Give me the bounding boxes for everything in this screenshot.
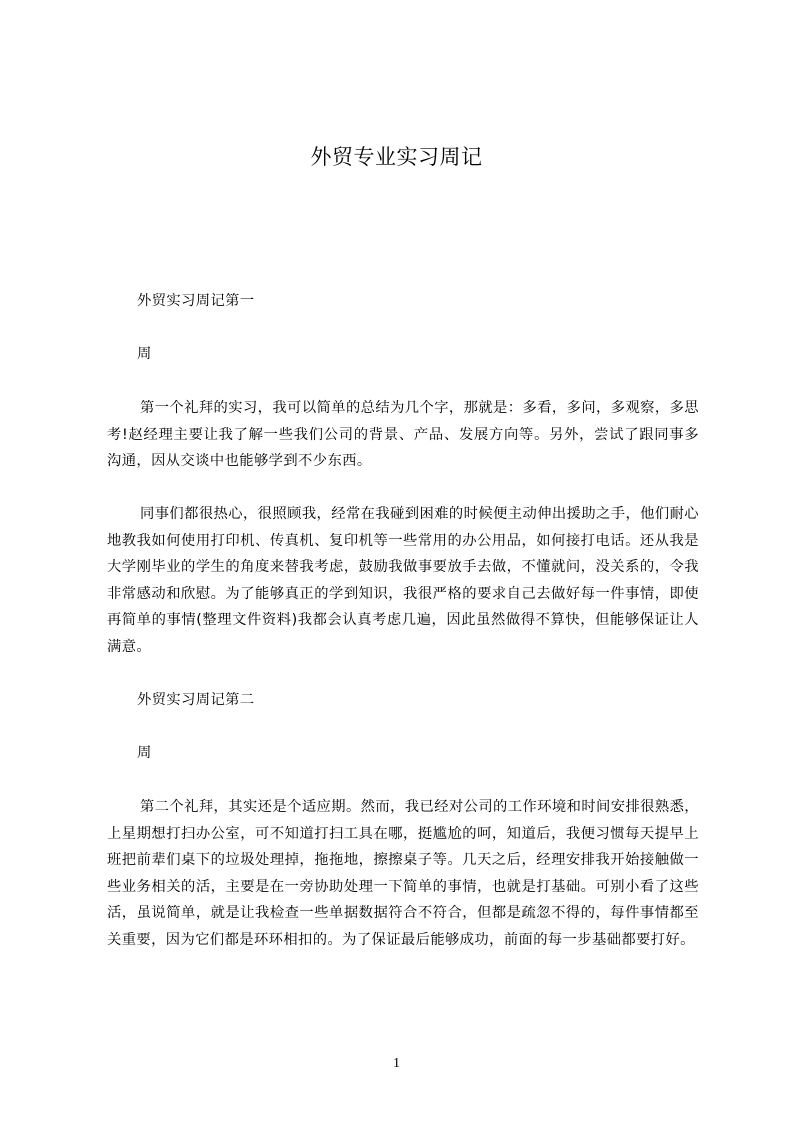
week1-paragraph-2: 同事们都很热心，很照顾我，经常在我碰到困难的时候便主动伸出援助之手，他们耐心地教我如何使用打印机、传真机、复印机等一些常用的办公用品，如何接打电话。还从我是大学刚毕业的学生的角度来替我考虑，鼓励我做事要放手去做，不懂就问，没关系的，令我非常感动和欣慰。为了能够真正的学到知识，我很严格的要求自己去做好每一件事情，即使再简单的事情(整理文件资料)我都会认真考虑几遍，因此虽然做得不算快，但能够保证让人满意。 (107, 506, 699, 655)
week1-paragraph-1: 第一个礼拜的实习，我可以简单的总结为几个字，那就是：多看，多问，多观察，多思考!赵经理主要让我了解一些我们公司的背景、产品、发展方向等。另外，尝试了跟同事多沟通，因从交谈中也能够学到不少东西。 (107, 400, 699, 469)
week1-heading-continuation: 周 (137, 346, 152, 362)
document-title: 外贸专业实习周记 (310, 145, 483, 169)
week2-heading: 外贸实习周记第二 (137, 692, 255, 708)
week1-heading: 外贸实习周记第一 (137, 293, 255, 309)
week1-paragraph-1-block (107, 395, 699, 475)
week2-paragraph-1: 第二个礼拜，其实还是个适应期。然而，我已经对公司的工作环境和时间安排很熟悉，上星期想打扫办公室，可不知道打扫工具在哪，挺尴尬的呵，知道后，我便习惯每天提早上班把前辈们桌下的垃圾处理掉，拖拖地，擦擦桌子等。几天之后，经理安排我开始接触做一些业务相关的活，主要是在一旁协助处理一下简单的事情，也就是打基础。可别小看了这些活，虽说简单，就是让我检查一些单据数据符合不符合，但都是疏忽不得的，每件事情都至关重要，因为它们都是环环相扣的。为了保证最后能够成功，前面的每一步基础都要打好。 (107, 799, 699, 948)
week1-paragraph-2-block (107, 501, 699, 660)
week2-paragraph-1-block (107, 794, 699, 953)
page-number: 1 (393, 1056, 400, 1071)
week2-heading-continuation: 周 (137, 745, 152, 761)
